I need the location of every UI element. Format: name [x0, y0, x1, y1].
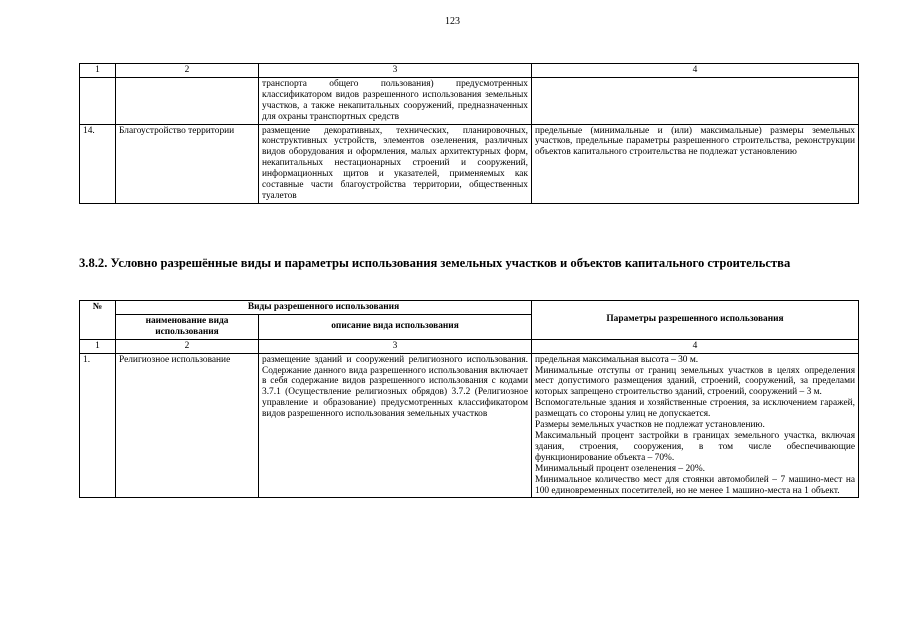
use-parameters-cell	[532, 353, 859, 498]
row-number-cell: 1.	[80, 353, 116, 498]
column-number-row	[80, 339, 859, 353]
use-parameters-cell	[532, 77, 859, 124]
use-description-cell: транспорта общего пользования) предусмотренных классификатором видов разрешенного использования земельных участков, а также некапитальных сооружений, предназначенных для охраны транспортных средств	[259, 77, 532, 124]
parameter-max-height: предельная максимальная высота – 30 м.	[535, 354, 699, 365]
section-heading: 3.8.2. Условно разрешённые виды и параметры использования земельных участков и объектов капитального строительства	[79, 256, 791, 270]
col-number-2: 2	[116, 339, 259, 353]
col-number-1: 1	[80, 339, 116, 353]
header-number: №	[80, 301, 116, 340]
col-number-1: 1	[80, 64, 116, 78]
parameter-min-parking: Минимальное количество мест для стоянки автомобилей – 7 машино-мест на 100 единовременных посетителей, но не менее 1 машино-места на 1 объект.	[535, 474, 856, 496]
parameter-min-greenery: Минимальный процент озеленения – 20%.	[535, 463, 705, 474]
use-name-cell	[116, 77, 259, 124]
use-name-cell: Благоустройство территории	[116, 124, 259, 203]
header-parameters: Параметры разрешенного использования	[532, 301, 859, 340]
parameter-plot-size: Размеры земельных участков не подлежат установлению.	[535, 420, 765, 431]
parameter-min-setback: Минимальные отступы от границ земельных участков в целях определения мест допустимого размещения зданий, строений, сооружений, за пределами которых запрещено строительство зданий, строений, сооружений – 3 м.	[535, 365, 856, 398]
use-description-cell: размещение декоративных, технических, планировочных, конструктивных устройств, элементов озеленения, различных видов оборудования и оформления, малых архитектурных форм, некапитальных нестационарных строений и сооружений, информационных щитов и указателей, применяемых как составные части благоустройства территории, общественных туалетов	[259, 124, 532, 203]
col-number-3: 3	[259, 339, 532, 353]
row-number-cell: 14.	[80, 124, 116, 203]
use-name-cell: Религиозное использование	[116, 353, 259, 498]
parameter-max-coverage: Максимальный процент застройки в границах земельного участка, включая здания, строения, сооружения, в том числе обеспечивающие функционирование объекта – 70%.	[535, 430, 856, 463]
use-parameters-cell: предельные (минимальные и (или) максимальные) размеры земельных участков, предельные параметры разрешенного строительства, реконструкции объектов капитального строительства не подлежат установлению	[532, 124, 859, 203]
col-number-4: 4	[532, 64, 859, 78]
table-row	[80, 353, 859, 498]
col-number-2: 2	[116, 64, 259, 78]
header-use-description: описание вида использования	[259, 314, 532, 339]
use-description-cell: размещение зданий и сооружений религиозного использования. Содержание данного вида разрешенного использования включает в себя содержание видов разрешенного использования с кодами 3.7.1 (Осуществление религиозных обрядов) 3.7.2 (Религиозное управление и образование) предусмотренных классификатором видов разрешенного использования земельных участков	[259, 353, 532, 498]
parameter-auxiliary-buildings: Вспомогательные здания и хозяйственные строения, за исключением гаражей, размещать со стороны улиц не допускается.	[535, 398, 856, 420]
page-number: 123	[445, 16, 460, 27]
row-number-cell	[80, 77, 116, 124]
conditional-use-table	[79, 300, 859, 498]
header-use-types: Виды разрешенного использования	[116, 301, 532, 315]
col-number-4: 4	[532, 339, 859, 353]
col-number-3: 3	[259, 64, 532, 78]
table-header-row	[80, 301, 859, 315]
column-number-row	[80, 64, 859, 78]
table-row	[80, 77, 859, 124]
land-use-table-continued	[79, 63, 859, 204]
table-row	[80, 124, 859, 203]
header-use-name: наименование вида использования	[116, 314, 259, 339]
